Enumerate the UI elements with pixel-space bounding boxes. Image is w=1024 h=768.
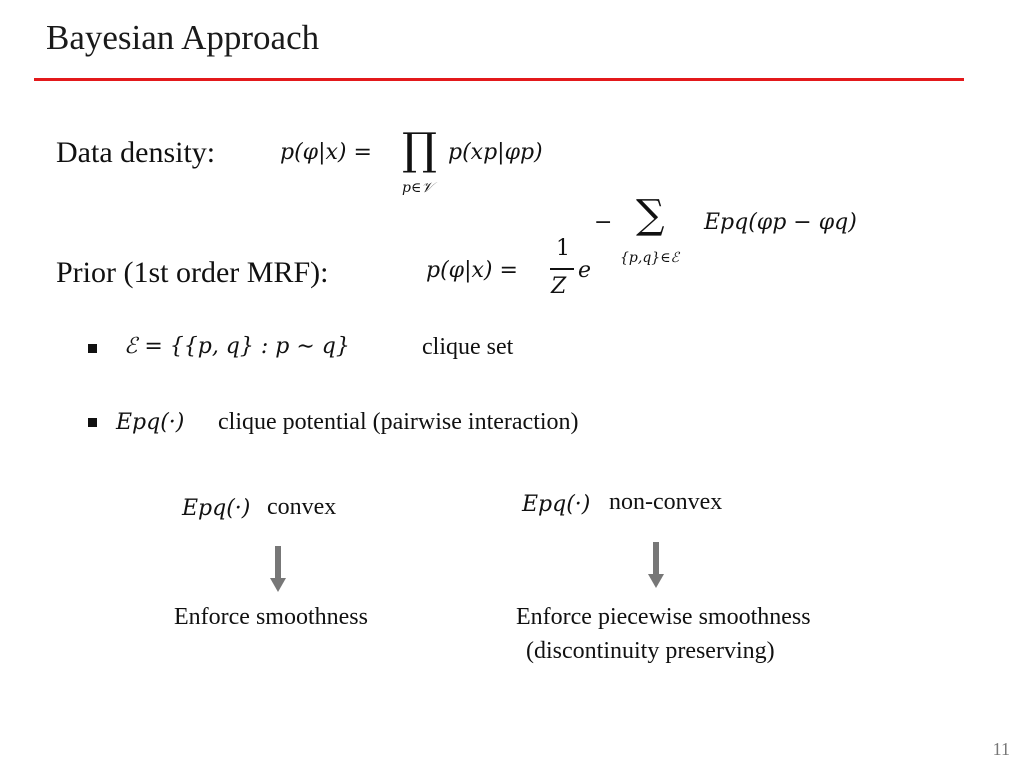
slide-title: Bayesian Approach [46, 18, 320, 57]
product-symbol: ∏ [402, 124, 438, 175]
prior-frac-bar [550, 268, 574, 270]
bullet-1-math: ℰ = {{p, q} : p ∼ q} [124, 334, 350, 359]
down-arrow-icon [644, 542, 668, 590]
nonconvex-label: non-convex [609, 489, 723, 515]
nonconvex-math: Epq(·) [522, 492, 591, 517]
sum-index: {p,q}∈ℰ [620, 250, 680, 266]
data-density-formula-lhs [280, 140, 372, 165]
sum-symbol: ∑ [636, 192, 665, 238]
smoothness-result: Enforce smoothness [174, 604, 368, 630]
data-density-lhs: p(φ|x) = [280, 140, 372, 165]
prior-label: Prior (1st order MRF): [56, 256, 329, 289]
prior-exp-body: Epq(φp − φq) [704, 210, 857, 235]
convex-label: convex [267, 494, 337, 520]
page-number: 11 [992, 739, 1010, 759]
convex-math: Epq(·) [182, 496, 251, 521]
prior-frac-num: 1 [556, 236, 570, 261]
square-bullet-icon [88, 344, 97, 353]
data-density-label: Data density: [56, 136, 216, 169]
bullet-2-text: clique potential (pairwise interaction) [218, 409, 579, 435]
prior-formula-lhs: p(φ|x) = [426, 258, 518, 283]
prior-exp-sign: − [594, 210, 613, 235]
square-bullet-icon [88, 418, 97, 427]
down-arrow-icon [266, 546, 290, 594]
product-index: p∈𝒱 [402, 180, 433, 196]
bullet-1-text: clique set [422, 334, 514, 360]
title-divider [34, 78, 964, 81]
piecewise-result: Enforce piecewise smoothness [516, 604, 811, 630]
prior-frac-den: Z [551, 274, 567, 299]
bullet-2-math: Epq(·) [116, 410, 185, 435]
prior-exp-base: e [578, 258, 592, 283]
data-density-formula-rhs: p(xp|φp) [448, 140, 543, 165]
piecewise-result-note: (discontinuity preserving) [526, 638, 775, 664]
